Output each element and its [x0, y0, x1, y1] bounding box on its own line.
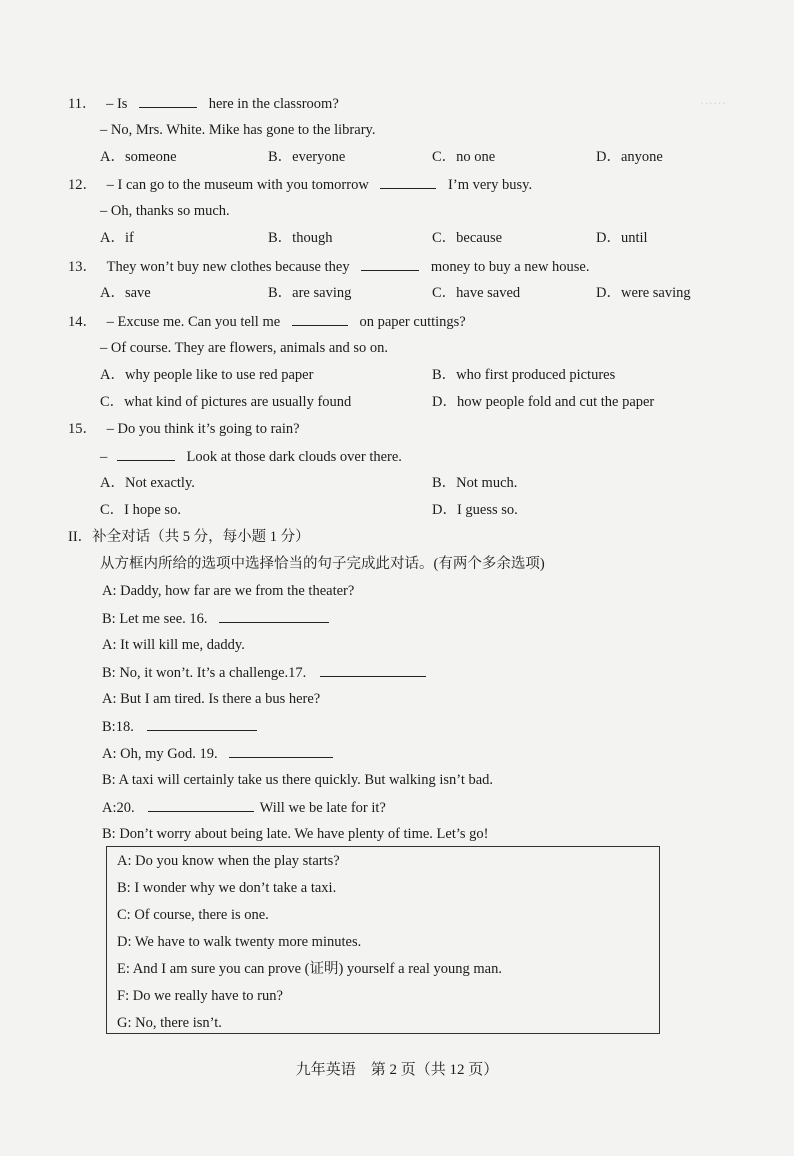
- question-number: 15．: [68, 421, 97, 437]
- question-text: here in the classroom?: [208, 96, 339, 112]
- option-a[interactable]: A．if: [100, 230, 134, 246]
- question-number: 13．: [68, 259, 97, 275]
- dialogue-line-17: [102, 663, 426, 682]
- question-text: I’m very busy.: [448, 177, 533, 193]
- option-b[interactable]: B．who first produced pictures: [432, 367, 616, 383]
- option-c[interactable]: C．what kind of pictures are usually found: [100, 394, 352, 410]
- answer-blank-17[interactable]: [320, 663, 426, 677]
- page-footer: 九年英语 第 2 页（共 12 页）: [295, 1062, 499, 1078]
- option-d[interactable]: D．anyone: [596, 149, 663, 165]
- question-13-line1: [68, 257, 590, 276]
- question-14-line1: [68, 312, 466, 331]
- question-12-line2: – Oh, thanks so much.: [100, 203, 230, 219]
- dialogue-text: A: Oh, my God. 19.: [102, 746, 218, 762]
- dialogue-line-19: [102, 744, 333, 763]
- option-b[interactable]: B．Not much.: [432, 475, 518, 491]
- question-12-line1: [68, 175, 532, 194]
- section-2-heading: II．补全对话（共 5 分，每小题 1 分）: [68, 529, 310, 545]
- dialogue-line: B: A taxi will certainly take us there quickly. But walking isn’t bad.: [102, 772, 494, 788]
- dialogue-text: A:20.: [102, 800, 135, 816]
- dialogue-line-16: [102, 609, 329, 628]
- question-14-line2: – Of course. They are flowers, animals and so on.: [100, 340, 389, 356]
- question-text: – I can go to the museum with you tomorrow: [106, 177, 369, 193]
- question-text: money to buy a new house.: [430, 259, 590, 275]
- question-text: – Do you think it’s going to rain?: [106, 421, 300, 437]
- question-text: – Is: [106, 96, 128, 112]
- box-option-e[interactable]: E: And I am sure you can prove (证明) yourself a real young man.: [117, 961, 502, 977]
- dialogue-line: B: Don’t worry about being late. We have plenty of time. Let’s go!: [102, 826, 489, 842]
- question-number: 11．: [68, 96, 97, 112]
- dialogue-line-18: [102, 717, 257, 736]
- option-c[interactable]: C．because: [432, 230, 503, 246]
- box-option-d[interactable]: D: We have to walk twenty more minutes.: [117, 934, 362, 950]
- answer-blank-16[interactable]: [219, 609, 329, 623]
- question-text: Look at those dark clouds over there.: [186, 449, 402, 465]
- answer-blank-20[interactable]: [148, 798, 254, 812]
- question-number: 14．: [68, 314, 97, 330]
- dialogue-line: A: Daddy, how far are we from the theater?: [102, 583, 355, 599]
- option-c[interactable]: C．have saved: [432, 285, 521, 301]
- section-2-instruction: 从方框内所给的选项中选择恰当的句子完成此对话。(有两个多余选项): [100, 556, 545, 572]
- option-b[interactable]: B．everyone: [268, 149, 346, 165]
- option-b[interactable]: B．though: [268, 230, 333, 246]
- dialogue-text: Will we be late for it?: [259, 800, 386, 816]
- options-box: [106, 846, 660, 1034]
- question-11-line2: – No, Mrs. White. Mike has gone to the library.: [100, 122, 376, 138]
- question-11-line1: [68, 94, 339, 113]
- box-option-b[interactable]: B: I wonder why we don’t take a taxi.: [117, 880, 337, 896]
- option-d[interactable]: D．how people fold and cut the paper: [432, 394, 655, 410]
- option-a[interactable]: A．someone: [100, 149, 177, 165]
- dialogue-text: B:18.: [102, 719, 134, 735]
- option-c[interactable]: C．no one: [432, 149, 496, 165]
- box-option-g[interactable]: G: No, there isn’t.: [117, 1015, 222, 1031]
- option-a[interactable]: A．Not exactly.: [100, 475, 195, 491]
- box-option-f[interactable]: F: Do we really have to run?: [117, 988, 283, 1004]
- option-d[interactable]: D．I guess so.: [432, 502, 518, 518]
- question-text: They won’t buy new clothes because they: [106, 259, 350, 275]
- question-text: on paper cuttings?: [359, 314, 466, 330]
- question-15-line1: [68, 420, 300, 438]
- answer-blank[interactable]: [361, 257, 419, 271]
- question-15-line2: [100, 447, 402, 466]
- dialogue-line-20: [102, 798, 386, 817]
- dialogue-text: B: No, it won’t. It’s a challenge.17.: [102, 665, 307, 681]
- option-a[interactable]: A．why people like to use red paper: [100, 367, 314, 383]
- box-option-a[interactable]: A: Do you know when the play starts?: [117, 853, 340, 869]
- answer-blank-18[interactable]: [147, 717, 257, 731]
- answer-blank[interactable]: [380, 175, 436, 189]
- answer-blank-19[interactable]: [229, 744, 333, 758]
- box-option-c[interactable]: C: Of course, there is one.: [117, 907, 269, 923]
- question-text: –: [100, 449, 108, 465]
- option-a[interactable]: A．save: [100, 285, 151, 301]
- dialogue-line: A: It will kill me, daddy.: [102, 637, 245, 653]
- question-number: 12．: [68, 177, 97, 193]
- option-c[interactable]: C．I hope so.: [100, 502, 181, 518]
- dialogue-line: A: But I am tired. Is there a bus here?: [102, 691, 321, 707]
- answer-blank[interactable]: [117, 447, 175, 461]
- option-b[interactable]: B．are saving: [268, 285, 352, 301]
- option-d[interactable]: D．until: [596, 230, 648, 246]
- option-d[interactable]: D．were saving: [596, 285, 691, 301]
- question-text: – Excuse me. Can you tell me: [106, 314, 281, 330]
- answer-blank[interactable]: [292, 312, 348, 326]
- answer-blank[interactable]: [139, 94, 197, 108]
- dialogue-text: B: Let me see. 16.: [102, 611, 208, 627]
- bleed-through-text: ……: [700, 92, 726, 107]
